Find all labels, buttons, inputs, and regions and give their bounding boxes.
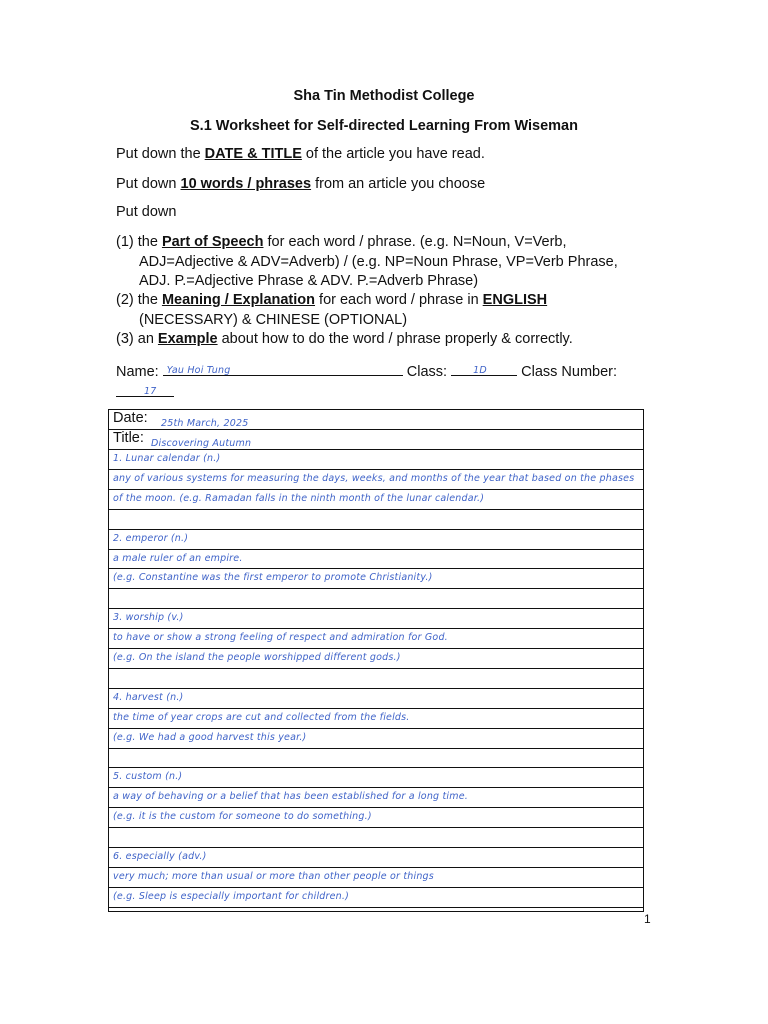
table-divider [109,847,643,848]
date-label: Date: [113,410,148,426]
instruction-text: about how to do the word / phrase properly & correctly. [217,331,573,347]
instruction-text: (3) an [116,331,158,347]
name-field[interactable] [163,361,403,376]
table-row[interactable]: 1. Lunar calendar (n.) [113,453,221,464]
table-divider [109,767,643,768]
table-divider [109,588,643,589]
instruction-text: (2) the [116,292,162,308]
table-divider [109,568,643,569]
class-field[interactable] [451,361,517,376]
title-value[interactable]: Discovering Autumn [151,438,252,449]
class-number-label: Class Number: [521,364,618,380]
instruction-emphasis: DATE & TITLE [204,146,302,162]
table-row[interactable]: (e.g. Sleep is especially important for children.) [113,890,350,902]
instruction-item-1-line-3: ADJ. P.=Adjective Phrase & ADV. P.=Adverb Phrase) [139,273,479,289]
table-divider [109,449,643,450]
instruction-emphasis: ENGLISH [482,292,548,308]
class-number-row [116,382,174,401]
instruction-text: from an article you choose [311,176,486,192]
table-row[interactable]: of the moon. (e.g. Ramadan falls in the ninth month of the lunar calendar.) [113,492,485,504]
instruction-item-1 [116,234,567,250]
instruction-emphasis: 10 words / phrases [180,176,312,192]
table-row[interactable]: a male ruler of an empire. [113,552,243,564]
table-row[interactable]: 5. custom (n.) [113,771,183,783]
table-divider [109,728,643,729]
table-divider [109,787,643,788]
class-number-value: 17 [144,386,157,397]
instruction-item-2-line-2: (NECESSARY) & CHINESE (OPTIONAL) [139,312,408,328]
table-divider [109,549,643,550]
table-row[interactable]: 6. especially (adv.) [113,851,207,862]
table-row[interactable]: any of various systems for measuring the days, weeks, and months of the year that based on the phases [113,472,635,484]
instruction-text: for each word / phrase in [315,292,483,308]
instruction-emphasis: Example [157,331,218,347]
table-divider [109,827,643,828]
instruction-text: of the article you have read. [301,146,485,162]
class-label: Class: [406,364,448,380]
table-row[interactable]: (e.g. it is the custom for someone to do something.) [113,811,372,823]
table-divider [109,907,643,908]
table-row[interactable]: the time of year crops are cut and collected from the fields. [113,711,410,723]
table-row[interactable]: 3. worship (v.) [113,612,184,624]
title-label: Title: [113,430,144,446]
table-row[interactable]: a way of behaving or a belief that has been established for a long time. [113,791,468,803]
table-divider [109,748,643,749]
class-value: 1D [473,365,487,376]
table-row[interactable]: 2. emperor (n.) [113,532,189,544]
table-row[interactable]: to have or show a strong feeling of respect and admiration for God. [113,632,448,644]
instruction-item-2 [116,292,547,308]
page-number: 1 [644,912,651,926]
table-divider [109,708,643,709]
instruction-text: Put down the [116,146,205,162]
instruction-words [116,176,485,192]
table-row[interactable]: (e.g. On the island the people worshipped different gods.) [113,652,401,663]
instruction-put-down: Put down [116,204,177,220]
school-name: Sha Tin Methodist College [293,88,475,104]
table-divider [109,887,643,888]
table-divider [109,668,643,669]
table-divider [109,648,643,649]
table-row[interactable]: (e.g. Constantine was the first emperor to promote Christianity.) [113,572,433,584]
student-info-row [116,361,617,380]
instruction-item-3 [116,331,573,347]
table-row[interactable]: very much; more than usual or more than other people or things [113,870,434,882]
table-divider [109,529,643,530]
name-value: Yau Hoi Tung [166,365,231,376]
table-divider [109,469,643,470]
vocabulary-table [108,409,644,912]
table-row[interactable]: 4. harvest (n.) [113,691,184,703]
table-divider [109,688,643,689]
name-label: Name: [116,364,159,380]
table-divider [109,628,643,629]
instruction-text: Put down [116,176,181,192]
instruction-text: for each word / phrase. (e.g. N=Noun, V=Verb, [263,234,567,250]
instruction-emphasis: Part of Speech [161,234,264,250]
class-number-field[interactable] [116,382,174,397]
table-divider [109,807,643,808]
instruction-date-title [116,146,485,162]
instruction-emphasis: Meaning / Explanation [161,292,316,308]
date-value[interactable]: 25th March, 2025 [161,418,249,429]
table-row[interactable]: (e.g. We had a good harvest this year.) [113,731,307,743]
instruction-text: (1) the [116,234,162,250]
instruction-item-1-line-2: ADJ=Adjective & ADV=Adverb) / (e.g. NP=Noun Phrase, VP=Verb Phrase, [139,254,618,270]
worksheet-title: S.1 Worksheet for Self-directed Learning From Wiseman [190,118,578,134]
table-divider [109,867,643,868]
table-divider [109,489,643,490]
table-divider [109,608,643,609]
table-divider [109,509,643,510]
